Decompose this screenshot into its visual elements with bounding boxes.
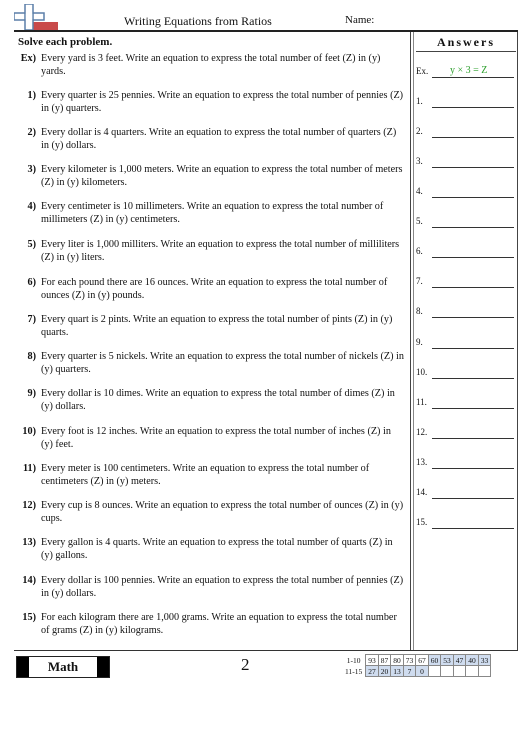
answer-line[interactable] bbox=[432, 378, 514, 379]
column-divider bbox=[410, 32, 411, 650]
answer-row[interactable] bbox=[416, 184, 516, 198]
answer-row[interactable] bbox=[416, 425, 516, 439]
score-row-label: 11-15 bbox=[345, 666, 363, 676]
score-cell: 87 bbox=[378, 655, 391, 666]
score-cell: 20 bbox=[378, 666, 391, 677]
answer-number: 9. bbox=[416, 337, 423, 347]
question-text: Every liter is 1,000 milliters. Write an equation to express the total number of milliliters (Z) in (y) liters. bbox=[41, 239, 400, 263]
name-label: Name: bbox=[345, 14, 375, 26]
answer-row[interactable] bbox=[416, 124, 516, 138]
answer-number: 3. bbox=[416, 156, 423, 166]
page-title: Writing Equations from Ratios bbox=[124, 14, 272, 28]
example-answer-value: y × 3 = Z bbox=[450, 65, 488, 76]
answers-header-underline bbox=[416, 51, 516, 52]
answer-number: 14. bbox=[416, 487, 428, 497]
answer-line[interactable] bbox=[432, 227, 514, 228]
answer-row[interactable] bbox=[416, 94, 516, 108]
question-number: 3) bbox=[27, 164, 36, 175]
answer-line[interactable] bbox=[432, 107, 514, 108]
question-number: 6) bbox=[27, 277, 36, 288]
score-cell: 40 bbox=[466, 655, 479, 666]
example-number: Ex) bbox=[20, 53, 36, 64]
answers-header: Answers bbox=[437, 35, 495, 49]
answer-row[interactable] bbox=[416, 365, 516, 379]
answer-number: 7. bbox=[416, 276, 423, 286]
answer-row[interactable] bbox=[416, 515, 516, 529]
subject-label: Math bbox=[47, 659, 79, 674]
answer-number: 5. bbox=[416, 216, 423, 226]
score-cell: 7 bbox=[403, 666, 416, 677]
score-row bbox=[343, 655, 491, 666]
question-number: 9) bbox=[27, 388, 36, 399]
example-answer-row bbox=[416, 64, 516, 78]
answer-number: 11. bbox=[416, 397, 427, 407]
question-number: 1) bbox=[27, 90, 36, 101]
answer-row[interactable] bbox=[416, 395, 516, 409]
question-text: For each kilogram there are 1,000 grams. Write an equation to express the total number of grams (Z) in (y) kilograms. bbox=[41, 612, 397, 636]
score-cell: 27 bbox=[366, 666, 379, 677]
answer-row[interactable] bbox=[416, 244, 516, 258]
question-text: Every quart is 2 pints. Write an equation to express the total number of pints (Z) in (y) quarts. bbox=[41, 314, 393, 338]
question-number: 8) bbox=[27, 351, 36, 362]
answer-row[interactable] bbox=[416, 485, 516, 499]
example-answer-label: Ex. bbox=[416, 66, 429, 76]
question-number: 15) bbox=[22, 612, 36, 623]
question-number: 11) bbox=[22, 463, 36, 474]
score-cell: 80 bbox=[391, 655, 404, 666]
score-cell: 60 bbox=[428, 655, 441, 666]
answer-line[interactable] bbox=[432, 498, 514, 499]
question-text: Every quarter is 25 pennies. Write an equation to express the total number of pennies (Z) in (y) quarters. bbox=[41, 90, 404, 114]
question-number: 4) bbox=[27, 201, 36, 212]
question-number: 13) bbox=[22, 537, 36, 548]
answer-line[interactable] bbox=[432, 468, 514, 469]
question-text: Every dollar is 4 quarters. Write an equation to express the total number of quarters (Z) in (y) dollars. bbox=[41, 127, 397, 151]
score-cell: 73 bbox=[403, 655, 416, 666]
question-text: Every centimeter is 10 millimeters. Write an equation to express the total number of millimeters (Z) in (y) centimeters. bbox=[41, 201, 384, 225]
answer-line[interactable] bbox=[432, 317, 514, 318]
answer-line bbox=[432, 77, 514, 78]
question-text: Every cup is 8 ounces. Write an equation to express the total number of ounces (Z) in (y) cups. bbox=[41, 500, 404, 524]
score-cell: 67 bbox=[416, 655, 429, 666]
score-cell: 0 bbox=[416, 666, 429, 677]
example-text: Every yard is 3 feet. Write an equation to express the total number of feet (Z) in (y) yards. bbox=[41, 53, 381, 77]
answer-line[interactable] bbox=[432, 197, 514, 198]
score-cell-empty bbox=[428, 666, 441, 677]
answer-number: 10. bbox=[416, 367, 428, 377]
answer-row[interactable] bbox=[416, 154, 516, 168]
question-number: 7) bbox=[27, 314, 36, 325]
answer-line[interactable] bbox=[432, 528, 514, 529]
answer-row[interactable] bbox=[416, 455, 516, 469]
answer-row[interactable] bbox=[416, 274, 516, 288]
question-number: 10) bbox=[22, 426, 36, 437]
question-number: 14) bbox=[22, 575, 36, 586]
question-text: Every kilometer is 1,000 meters. Write an equation to express the total number of meters (Z) in (y) kilometers. bbox=[41, 164, 403, 188]
answer-number: 6. bbox=[416, 246, 423, 256]
answer-line[interactable] bbox=[432, 257, 514, 258]
score-row-label: 1-10 bbox=[346, 655, 361, 665]
footer-divider bbox=[14, 650, 518, 651]
score-cell: 93 bbox=[366, 655, 379, 666]
question-text: For each pound there are 16 ounces. Write an equation to express the total number of ounces (Z) in (y) pounds. bbox=[41, 277, 388, 301]
question-number: 2) bbox=[27, 127, 36, 138]
score-cell-empty bbox=[453, 666, 466, 677]
score-cell: 53 bbox=[441, 655, 454, 666]
score-cell: 33 bbox=[478, 655, 491, 666]
answer-line[interactable] bbox=[432, 287, 514, 288]
question-text: Every gallon is 4 quarts. Write an equation to express the total number of quarts (Z) in (y) gallons. bbox=[41, 537, 393, 561]
header-divider bbox=[14, 30, 518, 32]
worksheet-logo bbox=[14, 4, 60, 32]
score-cell: 47 bbox=[453, 655, 466, 666]
right-border bbox=[517, 32, 518, 650]
question-text: Every foot is 12 inches. Write an equation to express the total number of inches (Z) in (y) feet. bbox=[41, 426, 391, 450]
answer-line[interactable] bbox=[432, 348, 514, 349]
instructions: Solve each problem. bbox=[18, 36, 113, 48]
answer-number: 13. bbox=[416, 457, 428, 467]
score-cell: 13 bbox=[391, 666, 404, 677]
score-cell-empty bbox=[466, 666, 479, 677]
answer-row[interactable] bbox=[416, 335, 516, 349]
answer-number: 1. bbox=[416, 96, 423, 106]
question-text: Every meter is 100 centimeters. Write an equation to express the total number of centimeters (Z) in (y) meters. bbox=[41, 463, 370, 487]
answer-number: 15. bbox=[416, 517, 428, 527]
question-number: 12) bbox=[22, 500, 36, 511]
question-number: 5) bbox=[27, 239, 36, 250]
answer-line[interactable] bbox=[432, 438, 514, 439]
score-cell-empty bbox=[478, 666, 491, 677]
column-divider-inner bbox=[413, 32, 414, 650]
answer-row[interactable] bbox=[416, 214, 516, 228]
answer-number: 4. bbox=[416, 186, 423, 196]
score-row bbox=[343, 666, 491, 677]
answer-row[interactable] bbox=[416, 304, 516, 318]
answer-number: 12. bbox=[416, 427, 428, 437]
question-text: Every dollar is 100 pennies. Write an equation to express the total number of pennies (Z) in (y) dollars. bbox=[41, 575, 404, 599]
subject-badge bbox=[16, 656, 110, 678]
answer-number: 8. bbox=[416, 306, 423, 316]
question-text: Every quarter is 5 nickels. Write an equation to express the total number of nickels (Z) in (y) quarters. bbox=[41, 351, 404, 375]
answer-line[interactable] bbox=[432, 408, 514, 409]
answer-line[interactable] bbox=[432, 167, 514, 168]
answer-number: 2. bbox=[416, 126, 423, 136]
page-number: 2 bbox=[241, 655, 250, 674]
answer-line[interactable] bbox=[432, 137, 514, 138]
score-table bbox=[343, 654, 491, 677]
score-cell-empty bbox=[441, 666, 454, 677]
question-text: Every dollar is 10 dimes. Write an equation to express the total number of dimes (Z) in (y) dollars. bbox=[41, 388, 395, 412]
